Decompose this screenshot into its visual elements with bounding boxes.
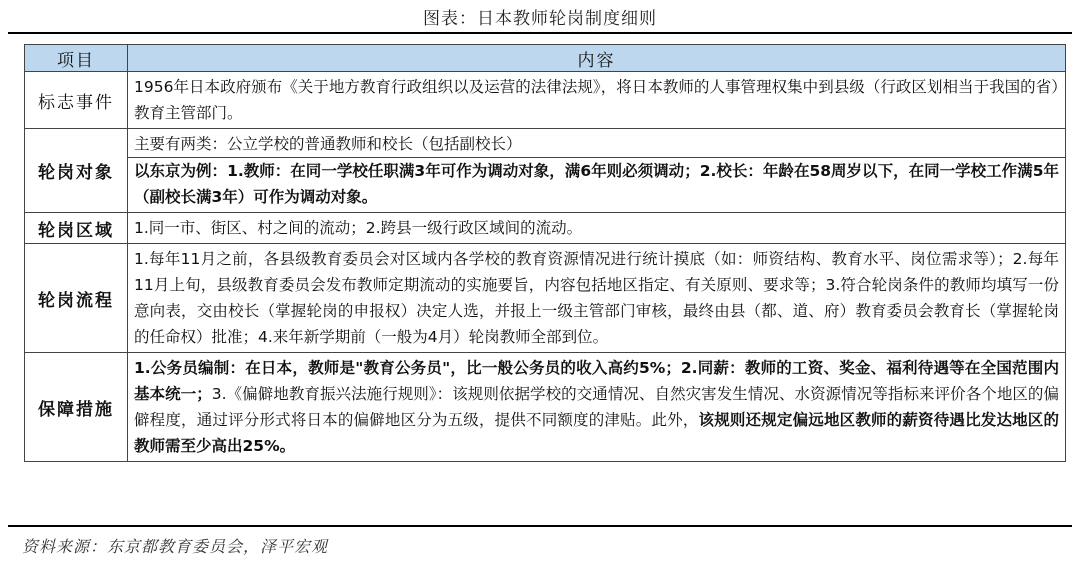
safeguards-bold-part-2: 该规则还规定偏远地区教师的薪资待遇比发达地区的教师需至少高出25%。 xyxy=(134,411,1059,455)
table-row xyxy=(25,129,1066,213)
table-row xyxy=(25,244,1066,353)
row-label-rotation-area: 轮岗区域 xyxy=(25,213,128,244)
table-header-row xyxy=(25,45,1066,72)
row-content-safeguards xyxy=(128,353,1066,462)
table-row xyxy=(25,353,1066,462)
safeguards-plain-part: 3.《偏僻地教育振兴法施行规则》：该规则依据学校的交通情况、自然灾害发生情况、水资源情况等指标来评价各个地区的偏僻程度，通过评分形式将日本的偏僻地区分为五级，提供不同额度的津贴。此外， xyxy=(134,385,1059,429)
top-rule xyxy=(8,32,1072,34)
row-content-rotation-targets xyxy=(128,129,1066,213)
table-row xyxy=(25,72,1066,129)
source-note: 资料来源：东京都教育委员会，泽平宏观 xyxy=(22,537,329,556)
rotation-targets-tokyo-example: 以东京为例：1.教师：在同一学校任职满3年可作为调动对象，满6年则必须调动；2.校长：年龄在58周岁以下，在同一学校工作满5年（副校长满3年）可作为调动对象。 xyxy=(128,157,1065,210)
policy-table xyxy=(24,44,1066,462)
bottom-rule xyxy=(8,525,1072,527)
safeguards-bold-part-1: 1.公务员编制：在日本，教师是"教育公务员"，比一般公务员的收入高约5%；2.同薪：教师的工资、奖金、福利待遇等在全国范围内基本统一； xyxy=(134,359,1059,403)
rotation-targets-summary: 主要有两类：公立学校的普通教师和校长（包括副校长） xyxy=(134,135,522,153)
header-item: 项目 xyxy=(25,45,128,72)
table-caption: 图表：日本教师轮岗制度细则 xyxy=(423,9,657,29)
row-content-rotation-process: 1.每年11月之前，各县级教育委员会对区域内各学校的教育资源情况进行统计摸底（如：师资结构、教育水平、岗位需求等）；2.每年11月上旬，县级教育委员会发布教师定期流动的实施要旨，内容包括地区指定、有关原则、要求等；3.符合轮岗条件的教师均填写一份意向表，交由校长（掌握轮岗的申报权）决定人选，并报上一级主管部门审核，最终由县（都、道、府）教育委员会教育长（掌握轮岗的任命权）批准；4.来年新学期前（一般为4月）轮岗教师全部到位。 xyxy=(128,244,1066,353)
row-label-rotation-process: 轮岗流程 xyxy=(25,244,128,353)
row-content-rotation-area: 1.同一市、街区、村之间的流动；2.跨县一级行政区域间的流动。 xyxy=(128,213,1066,244)
header-content: 内容 xyxy=(128,45,1066,72)
table-row xyxy=(25,213,1066,244)
row-label-safeguards: 保障措施 xyxy=(25,353,128,462)
row-label-rotation-targets: 轮岗对象 xyxy=(25,129,128,213)
row-content-landmark-event: 1956年日本政府颁布《关于地方教育行政组织以及运营的法律法规》，将日本教师的人事管理权集中到县级（行政区划相当于我国的省）教育主管部门。 xyxy=(128,72,1066,129)
row-label-landmark-event: 标志事件 xyxy=(25,72,128,129)
